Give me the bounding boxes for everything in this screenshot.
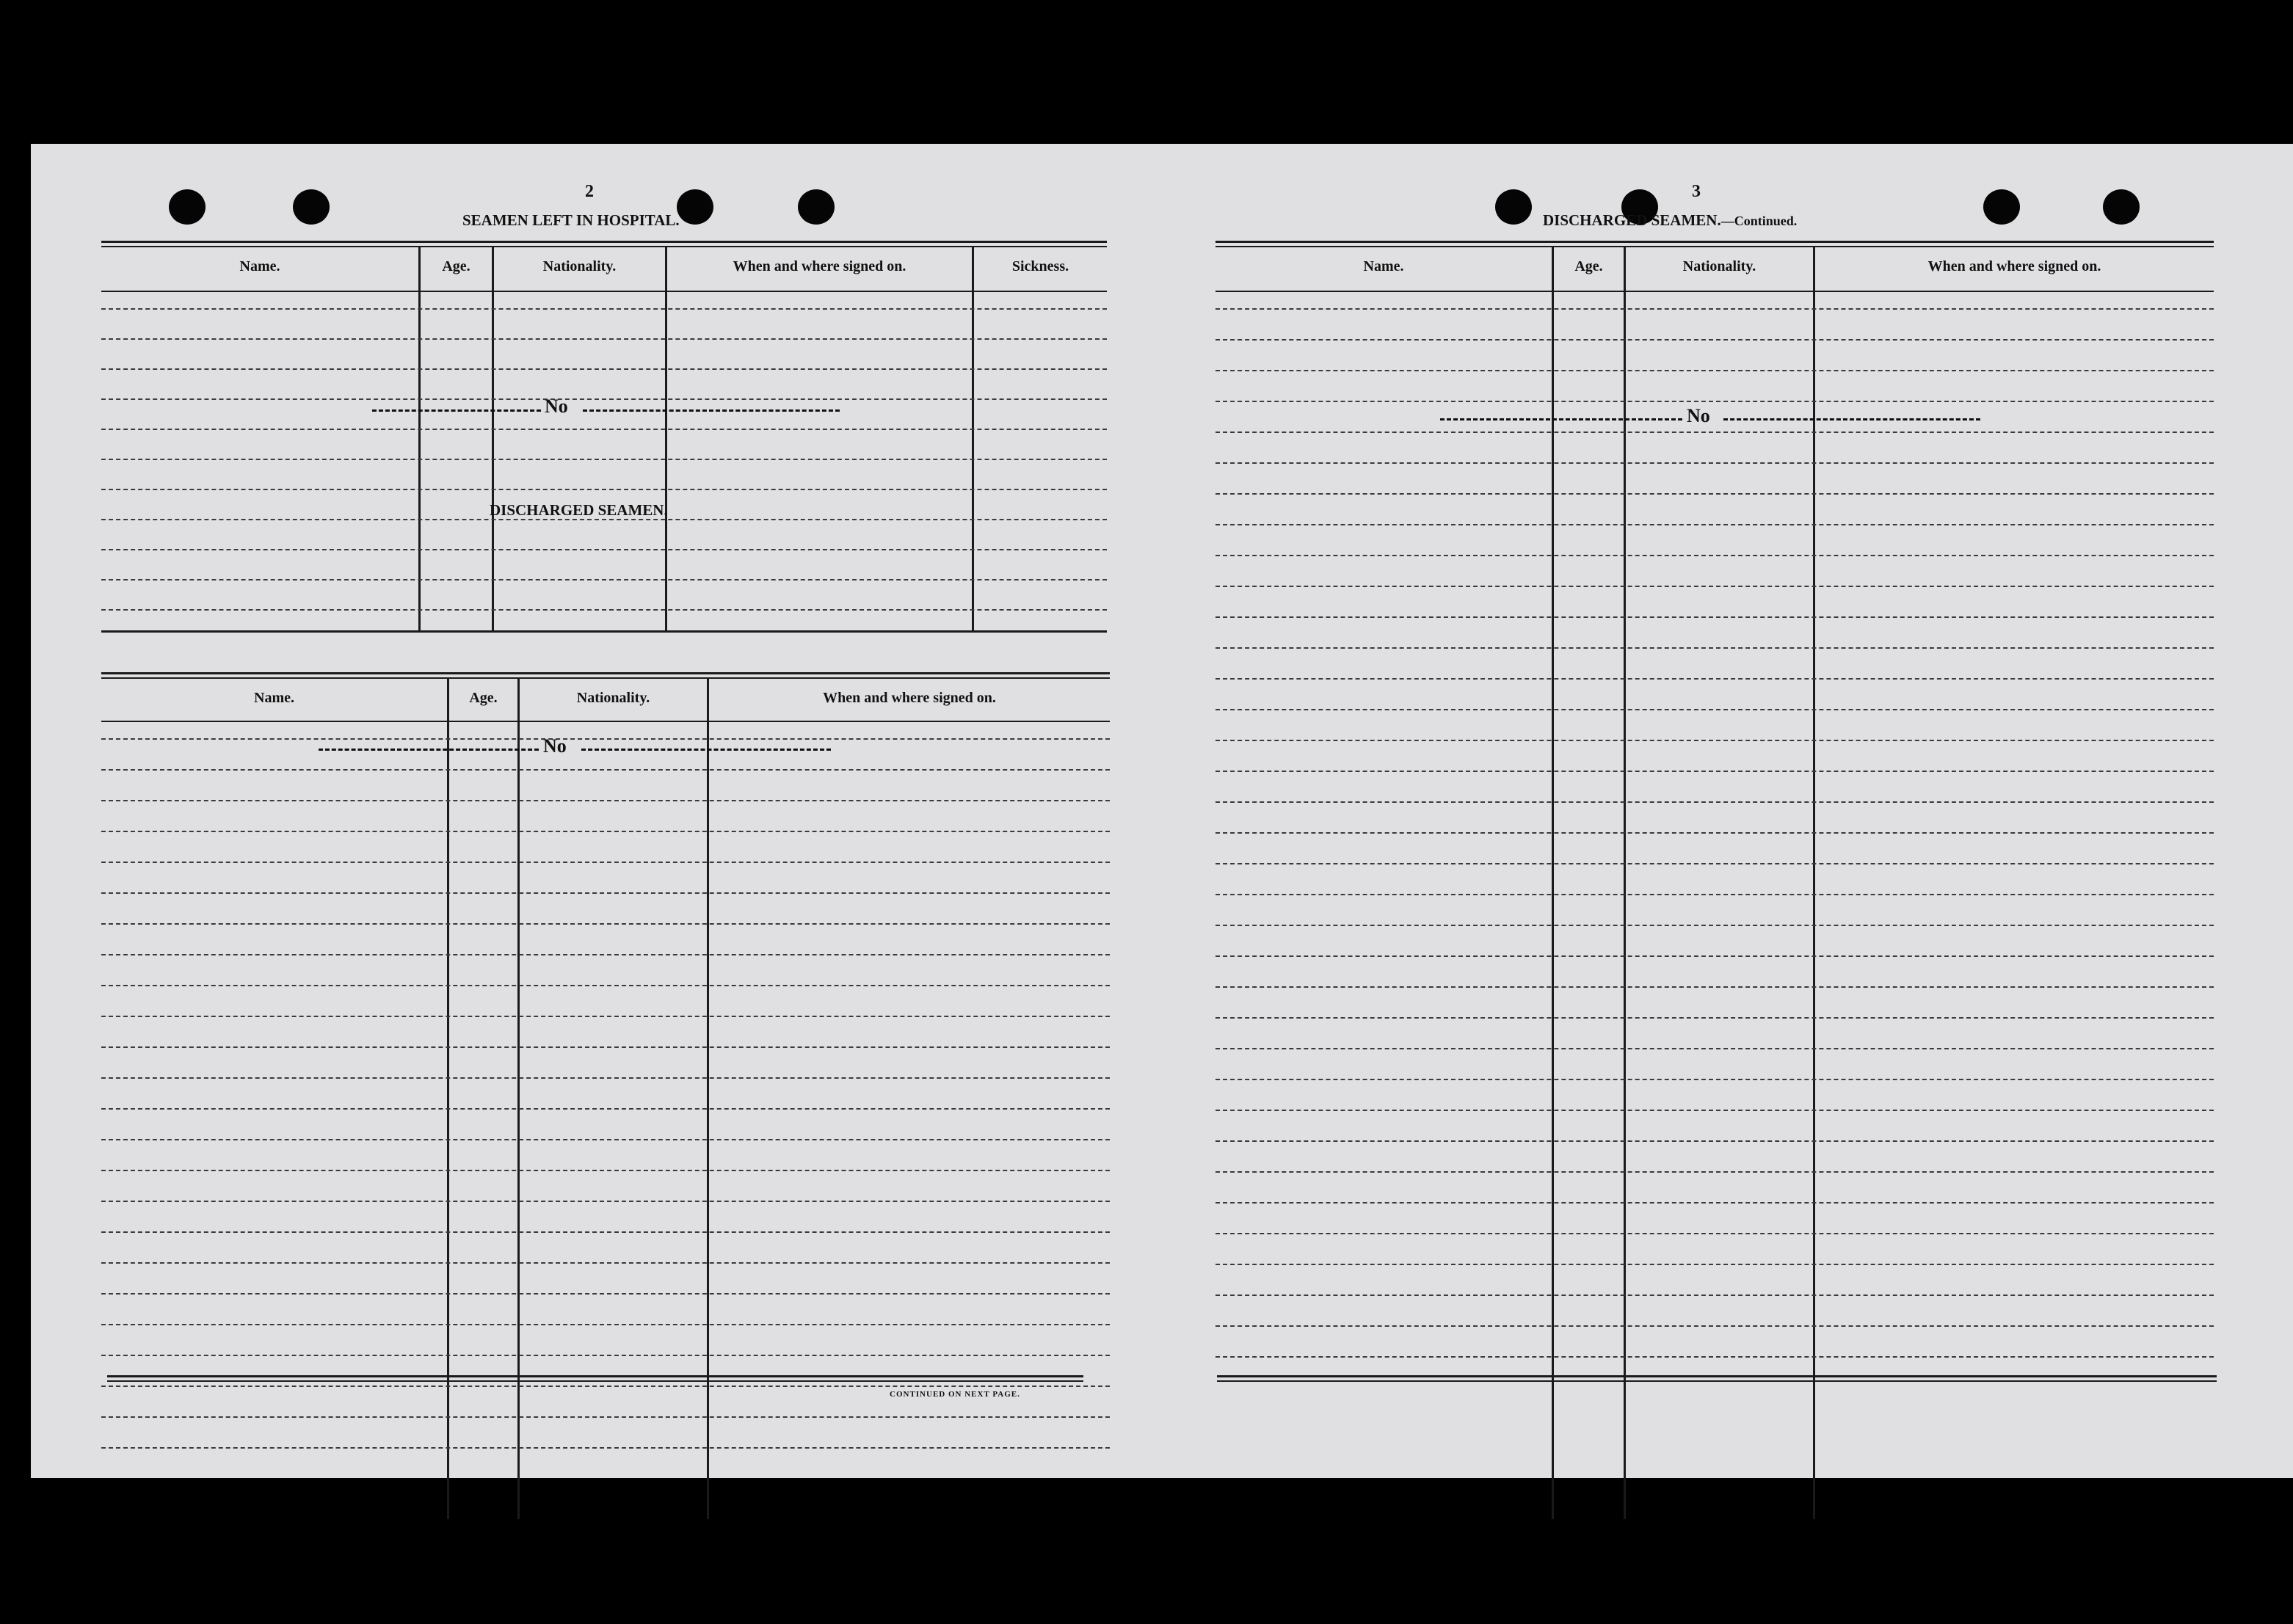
column-header-nationality: Nationality.: [576, 690, 650, 706]
table-top-rule: [1215, 241, 2214, 243]
entry-line: [101, 738, 1110, 740]
entry-line: [1215, 370, 2214, 371]
entry-line: [101, 609, 1107, 611]
entry-line: [101, 1077, 1110, 1079]
entry-line: [1215, 678, 2214, 680]
discharged-continued-entry-no: No: [1687, 405, 1710, 426]
entry-line: [1215, 986, 2214, 988]
entry-line: [1215, 955, 2214, 957]
entry-line: [101, 1447, 1110, 1449]
table-top-rule: [101, 677, 1110, 679]
column-divider: [418, 247, 421, 632]
column-header-signed-on: When and where signed on.: [733, 258, 906, 274]
punch-hole: [169, 189, 206, 225]
column-divider: [707, 678, 709, 1519]
entry-line: [1215, 740, 2214, 741]
column-header-age: Age.: [442, 258, 470, 274]
column-header-nationality: Nationality.: [1682, 258, 1756, 274]
entry-line: [101, 1231, 1110, 1233]
right-table-bottom-rule: [1217, 1375, 2217, 1377]
entry-line: [1215, 1079, 2214, 1080]
column-header-nationality: Nationality.: [542, 258, 617, 274]
entry-line: [1215, 832, 2214, 834]
column-divider: [1624, 247, 1626, 1519]
handwritten-dash: [1723, 418, 1980, 420]
handwritten-dash: [583, 409, 840, 412]
entry-line: [1215, 493, 2214, 495]
entry-line: [101, 459, 1107, 460]
table-top-rule: [101, 241, 1107, 243]
entry-line: [1215, 1140, 2214, 1142]
table-top-rule: [101, 672, 1110, 674]
title-text: DISCHARGED SEAMEN.: [1543, 211, 1721, 229]
entry-line: [101, 429, 1107, 430]
entry-line: [1215, 863, 2214, 864]
entry-line: [101, 831, 1110, 832]
page-number: 2: [585, 182, 594, 201]
punch-hole: [677, 189, 713, 225]
punch-hole: [1983, 189, 2020, 225]
hospital-section-title: SEAMEN LEFT IN HOSPITAL.: [462, 211, 680, 229]
punch-hole: [798, 189, 835, 225]
entry-line: [101, 1324, 1110, 1325]
entry-line: [1215, 555, 2214, 556]
entry-line: [1215, 524, 2214, 525]
column-header-name: Name.: [1363, 258, 1404, 274]
column-header-name: Name.: [254, 690, 294, 706]
entry-line: [101, 923, 1110, 925]
handwritten-dash: [581, 749, 831, 751]
entry-line: [101, 954, 1110, 955]
entry-line: [101, 800, 1110, 801]
entry-line: [1215, 586, 2214, 587]
entry-line: [101, 308, 1107, 310]
entry-line: [1215, 432, 2214, 433]
entry-line: [1215, 647, 2214, 649]
discharged-section-title: DISCHARGED SEAMEN.: [490, 501, 668, 519]
entry-line: [101, 769, 1110, 771]
continued-footer: CONTINUED ON NEXT PAGE.: [890, 1390, 1020, 1399]
page-number: 3: [1692, 182, 1701, 201]
entry-line: [101, 368, 1107, 370]
punch-hole: [293, 189, 330, 225]
entry-line: [101, 1293, 1110, 1295]
header-rule: [101, 291, 1107, 292]
column-header-name: Name.: [239, 258, 280, 274]
hospital-entry-no: No: [545, 396, 568, 417]
entry-line: [101, 1139, 1110, 1140]
entry-line: [1215, 1356, 2214, 1358]
entry-line: [1215, 1325, 2214, 1327]
entry-line: [1215, 1171, 2214, 1173]
column-header-age: Age.: [1574, 258, 1603, 274]
entry-line: [101, 1016, 1110, 1017]
punch-hole: [2103, 189, 2140, 225]
entry-line: [101, 985, 1110, 986]
entry-line: [101, 1386, 1110, 1387]
entry-line: [1215, 401, 2214, 402]
entry-line: [101, 1201, 1110, 1202]
left-table-bottom-rule: [107, 1375, 1083, 1377]
entry-line: [1215, 1264, 2214, 1265]
column-divider: [447, 678, 449, 1519]
entry-line: [1215, 709, 2214, 710]
entry-line: [101, 892, 1110, 894]
entry-line: [101, 1416, 1110, 1418]
header-rule: [101, 721, 1110, 722]
handwritten-dash: [372, 409, 541, 412]
entry-line: [1215, 1048, 2214, 1049]
discharged-entry-no: No: [543, 735, 567, 757]
column-header-sickness: Sickness.: [1011, 258, 1069, 274]
title-suffix: —Continued.: [1720, 214, 1798, 228]
column-divider: [665, 247, 667, 632]
entry-line: [1215, 771, 2214, 772]
entry-line: [1215, 616, 2214, 618]
entry-line: [1215, 1017, 2214, 1019]
entry-line: [101, 862, 1110, 863]
entry-line: [1215, 925, 2214, 926]
entry-line: [101, 398, 1107, 400]
column-header-signed-on: When and where signed on.: [823, 690, 996, 706]
entry-line: [1215, 1110, 2214, 1111]
entry-line: [1215, 308, 2214, 310]
entry-line: [101, 1355, 1110, 1356]
entry-line: [101, 1108, 1110, 1110]
column-divider: [1552, 247, 1554, 1519]
entry-line: [1215, 801, 2214, 803]
column-header-age: Age.: [469, 690, 498, 706]
entry-line: [101, 1046, 1110, 1048]
document-sheet: [31, 144, 2293, 1478]
entry-line: [101, 489, 1107, 490]
entry-line: [1215, 339, 2214, 341]
header-rule: [1215, 291, 2214, 292]
entry-line: [1215, 1233, 2214, 1234]
column-divider: [492, 247, 494, 632]
entry-line: [1215, 462, 2214, 464]
table-top-rule: [101, 246, 1107, 247]
left-table-bottom-rule: [107, 1380, 1083, 1382]
column-header-signed-on: When and where signed on.: [1927, 258, 2101, 274]
entry-line: [1215, 894, 2214, 895]
column-divider: [1813, 247, 1815, 1519]
right-table-bottom-rule: [1217, 1380, 2217, 1382]
discharged-continued-title: [1543, 211, 1797, 230]
entry-line: [1215, 1202, 2214, 1204]
handwritten-dash: [1440, 418, 1682, 420]
entry-line: [101, 338, 1107, 340]
column-divider: [972, 247, 974, 632]
entry-line: [1215, 1295, 2214, 1296]
punch-hole: [1495, 189, 1532, 225]
column-divider: [517, 678, 520, 1519]
table-bottom-rule: [101, 630, 1107, 633]
table-top-rule: [1215, 246, 2214, 247]
entry-line: [101, 1170, 1110, 1171]
entry-line: [101, 579, 1107, 580]
handwritten-dash: [319, 749, 539, 751]
entry-line: [101, 549, 1107, 550]
entry-line: [101, 1262, 1110, 1264]
